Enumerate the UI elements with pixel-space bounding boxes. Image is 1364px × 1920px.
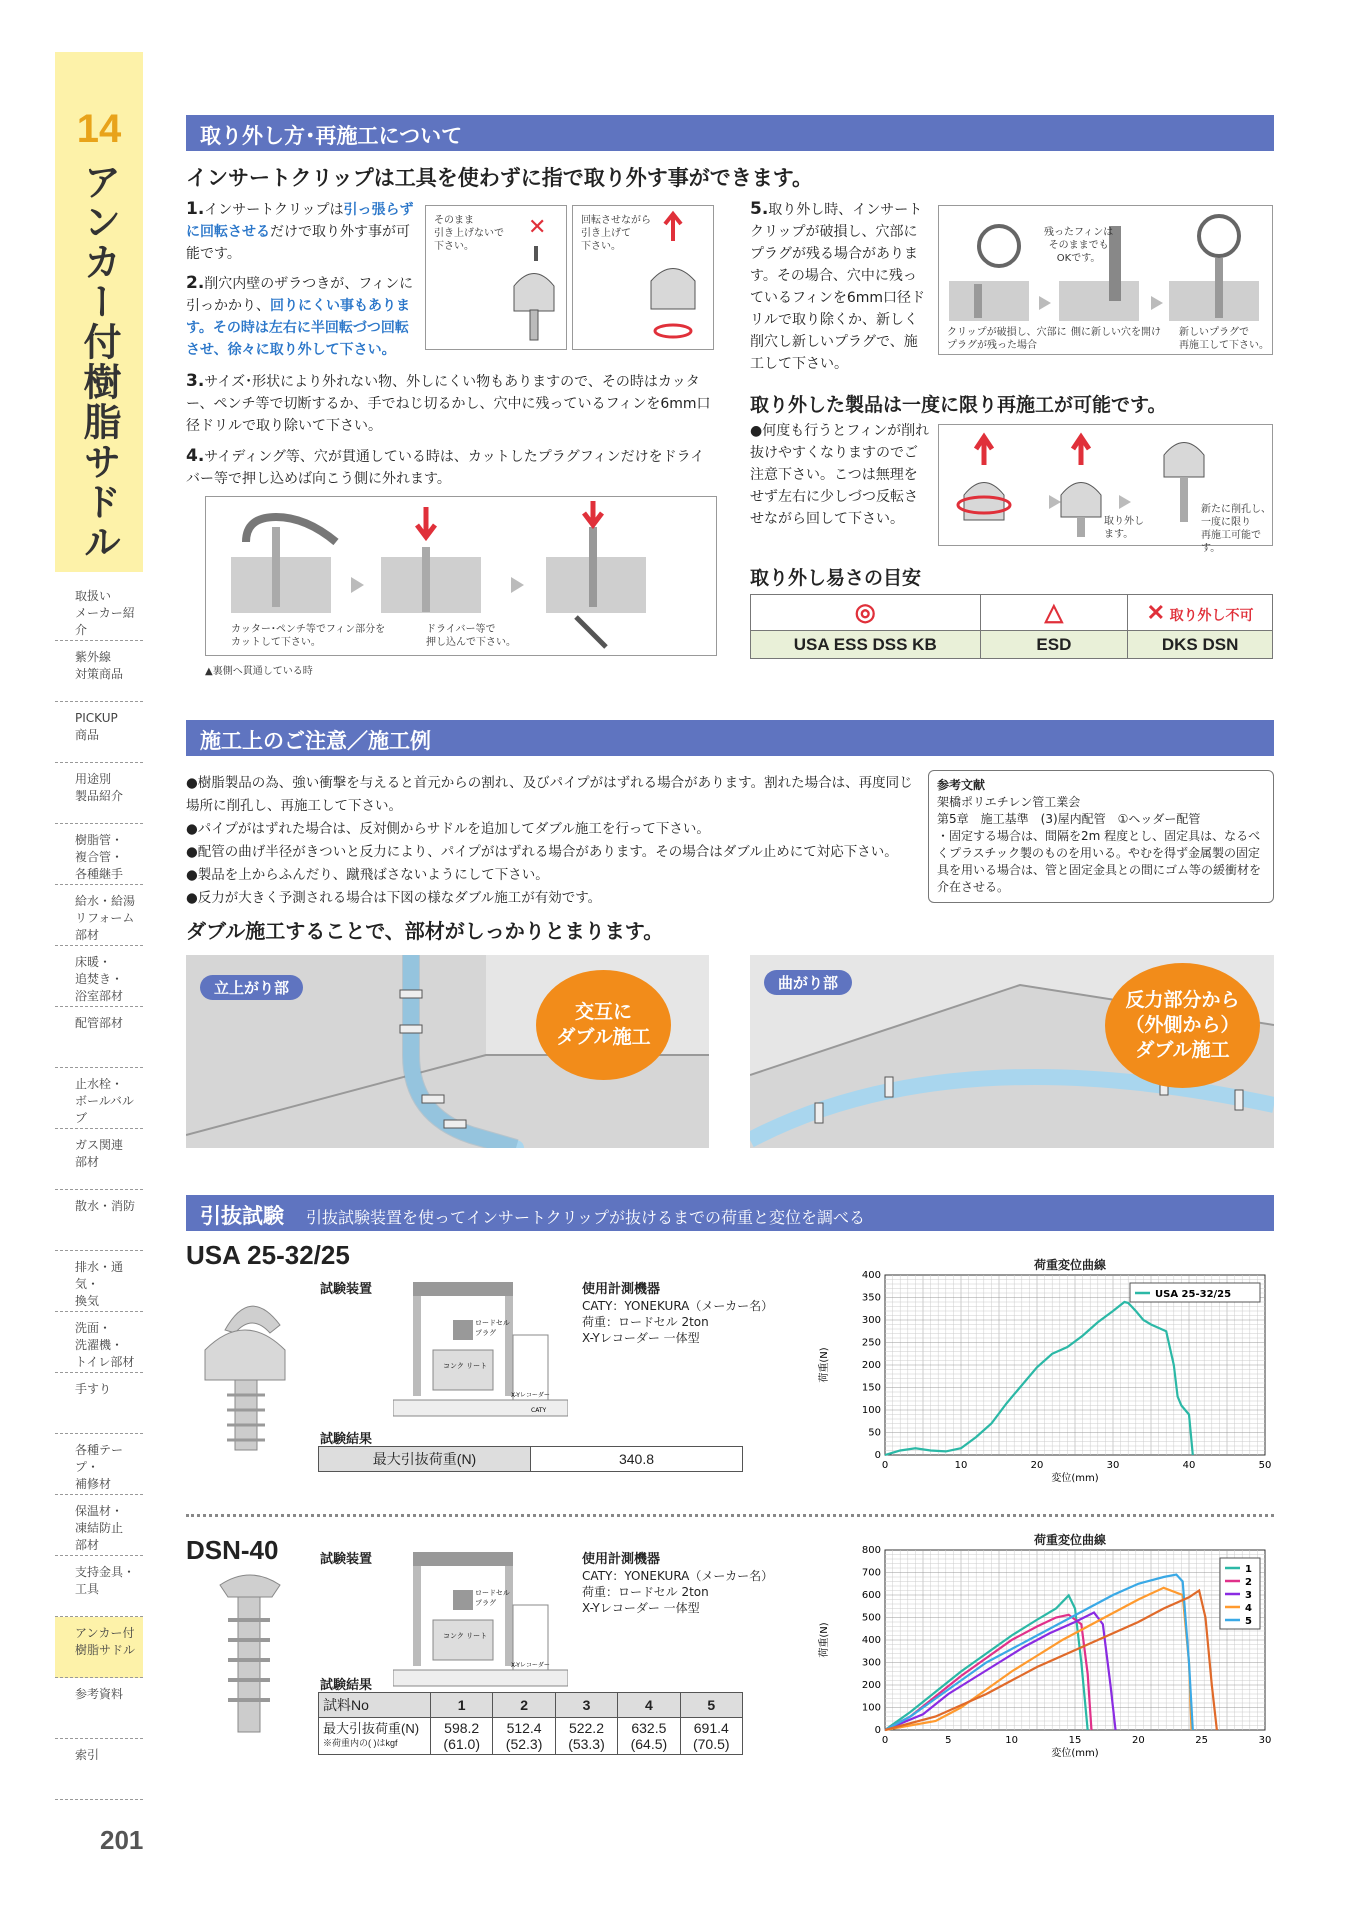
- scene-riser: [186, 955, 709, 1148]
- legend-label: 3: [1245, 1590, 1252, 1601]
- usa-instrument-lines: [582, 1298, 773, 1346]
- legend-label: 5: [1245, 1616, 1252, 1627]
- dsn-value-n-3: 522.2: [568, 1720, 604, 1736]
- usa-device-recorder: X-Yレコーダー: [511, 1392, 550, 1399]
- step-5-num: 5.: [750, 199, 769, 219]
- dsn-instrument-line-3: X-Yレコーダー 一体型: [582, 1601, 700, 1615]
- fig5-caption-3: 新しいプラグで 再施工して下さい。: [1179, 327, 1269, 351]
- dsn-model-title: DSN-40: [186, 1535, 279, 1565]
- side-nav-item[interactable]: 洗面・ 洗濯機・ トイレ部材: [55, 1312, 143, 1373]
- fig4-footer: ▲裏側へ貫通している時: [205, 666, 313, 677]
- fig5-caption-1: クリップが破損し、穴部に プラグが残った場合: [947, 327, 1067, 351]
- dsn-value-n-4: 632.5: [631, 1720, 667, 1736]
- chapter-tab: [55, 52, 143, 572]
- step-4-num: 4.: [186, 446, 205, 466]
- x-tick-label: 0: [881, 1735, 889, 1746]
- dsn-trial-1: 1: [431, 1693, 493, 1718]
- step-5: [750, 198, 930, 375]
- y-tick-label: 700: [861, 1567, 881, 1579]
- x-tick-label: 5: [945, 1735, 952, 1746]
- step-4: [186, 445, 716, 490]
- dsn-value-n-1: 598.2: [444, 1720, 480, 1736]
- dsn-device-label: 試験装置: [320, 1552, 373, 1567]
- reuse-caption-1: 取り外し ます。: [1104, 516, 1144, 540]
- side-nav-item[interactable]: 各種テープ・ 補修材: [55, 1434, 143, 1495]
- dsn-value-1: [431, 1718, 493, 1755]
- usa-device-label: 試験装置: [320, 1282, 373, 1297]
- bend-bubble: 反力部分から （外側から） ダブル施工: [1105, 963, 1260, 1088]
- ease-not-label: 取り外し不可: [1169, 606, 1254, 623]
- figure-rotate-pull: [572, 205, 714, 350]
- usa-instrument-line-3: X-Yレコーダー 一体型: [582, 1331, 700, 1345]
- dsn-load-chart: [805, 1545, 1275, 1760]
- y-tick-label: 50: [868, 1427, 881, 1439]
- step-2-num: 2.: [186, 273, 205, 293]
- side-nav-item[interactable]: ガス関連 部材: [55, 1129, 143, 1190]
- x-tick-label: 10: [1005, 1735, 1019, 1746]
- caution-header-text: 施工上のご注意／施工例: [200, 729, 431, 753]
- caution-bullet: ●製品を上からふんだり、蹴飛ばさないようにして下さい。: [186, 867, 549, 883]
- chapter-title: アンカー付樹脂サドル: [77, 162, 121, 562]
- caution-bullet: ●パイプがはずれた場合は、反対側からサドルを追加してダブル施工を行って下さい。: [186, 821, 710, 837]
- usa-max-label: 最大引抜荷重(N): [319, 1447, 531, 1472]
- x-tick-label: 50: [1258, 1460, 1272, 1471]
- reference-title: 参考文献: [937, 778, 986, 792]
- dsn-trial-2: 2: [493, 1693, 555, 1718]
- dsn-result-label: 試験結果: [320, 1678, 373, 1693]
- removal-lead: インサートクリップは工具を使わずに指で取り外す事ができます。: [186, 166, 814, 190]
- dsn-max-label-cell: [319, 1718, 431, 1755]
- fig4-caption-2: ドライバー等で 押し込んで下さい。: [426, 624, 516, 648]
- page-number: 201: [100, 1825, 144, 1855]
- step-4-text: サイディング等、穴が貫通している時は、カットしたプラグフィンだけをドライバー等で押し込めば向こう側に外れます。: [186, 449, 705, 487]
- dsn-value-kgf-5: (70.5): [692, 1736, 730, 1752]
- dsn-value-4: [618, 1718, 680, 1755]
- x-tick-label: 0: [881, 1460, 889, 1471]
- removal-header: [186, 115, 1274, 151]
- y-tick-label: 200: [861, 1680, 881, 1691]
- dsn-trial-3: 3: [555, 1693, 617, 1718]
- dsn-instrument-line-1: CATY：YONEKURA（メーカー名）: [582, 1569, 774, 1583]
- side-nav-item[interactable]: 床暖・ 追焚き・ 浴室部材: [55, 946, 143, 1007]
- dsn-value-2: [493, 1718, 555, 1755]
- figure-do-not-pull: [425, 205, 567, 350]
- usa-instrument-line-1: CATY：YONEKURA（メーカー名）: [582, 1299, 774, 1313]
- legend-label: 2: [1245, 1577, 1252, 1588]
- fig5-note: 残ったフィンは そのままでも OKです。: [1044, 227, 1114, 264]
- pull-test-header-sub: 引抜試験装置を使ってインサートクリップが抜けるまでの荷重と変位を調べる: [306, 1208, 866, 1227]
- scene-bend: [750, 955, 1274, 1148]
- pull-test-header: [186, 1195, 1274, 1231]
- ease-model-2: ESD: [980, 631, 1128, 659]
- step-1-num: 1.: [186, 199, 205, 219]
- side-nav-item[interactable]: 参考資料: [55, 1678, 143, 1739]
- reuse-title: 取り外した製品は一度に限り再施工が可能です。: [750, 394, 1167, 416]
- double-lead: ダブル施工することで、部材がしっかりとまります。: [186, 919, 664, 943]
- ease-mark-good: ◎: [751, 595, 981, 631]
- dsn-product-image: [210, 1570, 290, 1740]
- step-3-num: 3.: [186, 371, 205, 391]
- dsn-trial-label: 試料No: [319, 1693, 431, 1718]
- y-tick-label: 250: [861, 1337, 881, 1349]
- step-5-text: 取り外し時、インサートクリップが破損し、穴部にプラグが残る場合があります。その場合、穴中に残っているフィンを6mm口径ドリルで取り除くか、新しく削穴し新しいプラグで、施工して下さい。: [750, 202, 926, 372]
- y-tick-label: 400: [861, 1270, 881, 1281]
- dsn-value-kgf-2: (52.3): [505, 1736, 543, 1752]
- reference-box: [928, 770, 1274, 903]
- clip-illustration: [426, 206, 566, 349]
- svg-text:✕: ✕: [528, 215, 547, 240]
- y-tick-label: 0: [874, 1450, 881, 1461]
- ease-title: 取り外し易さの目安: [750, 567, 922, 589]
- figure-through-hole: [205, 496, 717, 656]
- step-1-a: インサートクリップは: [204, 202, 344, 218]
- x-tick-label: 25: [1195, 1735, 1209, 1746]
- caution-bullet: ●配管の曲げ半径がきついと反力により、パイプがはずれる場合があります。その場合はダブル止めにて対応下さい。: [186, 844, 898, 860]
- y-tick-label: 150: [861, 1382, 881, 1394]
- dsn-instrument-line-2: 荷重：ロードセル 2ton: [582, 1585, 709, 1599]
- riser-label: 立上がり部: [200, 975, 303, 1000]
- y-tick-label: 500: [861, 1612, 881, 1624]
- usa-instrument-label: 使用計測機器: [582, 1282, 661, 1297]
- usa-load-chart: [805, 1270, 1275, 1485]
- ease-model-1: USA ESS DSS KB: [751, 631, 981, 659]
- y-axis-label: 荷重(N): [819, 1622, 830, 1658]
- step-1-b: 引っ張らずに回転させる: [186, 202, 414, 240]
- y-axis-label: 荷重(N): [819, 1347, 830, 1383]
- bend-label: 曲がり部: [764, 970, 852, 995]
- side-nav-item[interactable]: 止水栓・ ボールバルブ: [55, 1068, 143, 1129]
- legend-label: USA 25-32/25: [1155, 1289, 1232, 1300]
- side-nav-item[interactable]: 紫外線 対策商品: [55, 641, 143, 702]
- dsn-value-kgf-3: (53.3): [568, 1736, 605, 1752]
- ease-table: [750, 594, 1273, 659]
- reference-line-1: 架橋ポリエチレン管工業会: [937, 795, 1081, 809]
- usa-device-caty: CATY: [531, 1407, 547, 1414]
- step-3: [186, 370, 716, 437]
- step-2-a: 削穴内壁のザラつきが、フィンに引っかかり、: [186, 276, 414, 314]
- usa-device-loadcell: ロードセル: [475, 1319, 510, 1327]
- y-tick-label: 800: [861, 1545, 881, 1556]
- dsn-device-plug: プラグ: [475, 1599, 496, 1607]
- y-tick-label: 350: [861, 1292, 881, 1304]
- side-nav-item[interactable]: 保温材・ 凍結防止 部材: [55, 1495, 143, 1556]
- y-tick-label: 0: [874, 1725, 881, 1736]
- riser-bubble: 交互に ダブル施工: [536, 970, 671, 1080]
- ease-not-cell: [1128, 595, 1273, 631]
- dsn-instrument-lines: [582, 1568, 773, 1616]
- usa-instrument-line-2: 荷重：ロードセル 2ton: [582, 1315, 709, 1329]
- dsn-value-5: [680, 1718, 742, 1755]
- step-1-c: だけで取り外す事が可能です。: [186, 224, 410, 262]
- dsn-value-n-5: 691.4: [693, 1720, 729, 1736]
- usa-device-plug: プラグ: [475, 1329, 496, 1337]
- step-3-text: サイズ･形状により外れない物、外しにくい物もありますので、その時はカッター、ペンチ等で切断するか、手でねじ切るかし、穴中に残っているフィンを6mm口径ドリルで取り除いて下さい。: [186, 374, 711, 434]
- dsn-value-kgf-1: (61.0): [443, 1736, 480, 1752]
- fig5-caption-2: 側に新しい穴を開け: [1071, 327, 1161, 338]
- ease-mark-no: ✕: [1146, 599, 1166, 625]
- x-tick-label: 10: [954, 1460, 968, 1471]
- dsn-kgf-note: ※荷重内の( )はkgf: [323, 1738, 398, 1748]
- step-2: [186, 272, 421, 361]
- y-tick-label: 600: [861, 1590, 881, 1601]
- x-tick-label: 30: [1258, 1735, 1272, 1746]
- side-nav-item[interactable]: 給水・給湯 リフォーム 部材: [55, 885, 143, 946]
- x-tick-label: 30: [1106, 1460, 1120, 1471]
- usa-max-value: 340.8: [531, 1447, 743, 1472]
- section-separator: [186, 1514, 1274, 1517]
- dsn-device-loadcell: ロードセル: [475, 1589, 510, 1597]
- caution-bullet: ●反力が大きく予測される場合は下図の様なダブル施工が有効です。: [186, 890, 602, 906]
- dsn-test-device: [393, 1550, 568, 1692]
- reference-line-2: 第5章 施工基準 (3)屋内配管 ①ヘッダー配管: [937, 812, 1201, 826]
- usa-chart-title: 荷重変位曲線: [1033, 1258, 1106, 1272]
- figure-broken-clip: [938, 205, 1273, 355]
- reference-line-3: ・固定する場合は、間隔を2m 程度とし、固定具は、なるべくプラスチック製のものを用いる。やむを得ず金属製の固定具を用いる場合は、管と固定金具との間にゴム等の緩衝材を介在させる。: [937, 829, 1262, 894]
- x-axis-label: 変位(mm): [1051, 1748, 1099, 1759]
- dsn-value-n-2: 512.4: [506, 1720, 542, 1736]
- side-nav-item[interactable]: 排水・通気・ 換気: [55, 1251, 143, 1312]
- side-nav-item[interactable]: 散水・消防: [55, 1190, 143, 1251]
- dsn-device-concrete: コンク リート: [443, 1632, 488, 1640]
- fig1-note: そのまま 引き上げないで 下さい。: [434, 215, 504, 252]
- dsn-result-table: [318, 1692, 743, 1755]
- side-nav-item[interactable]: 手すり: [55, 1373, 143, 1434]
- usa-test-device: [393, 1280, 568, 1422]
- y-tick-label: 100: [861, 1702, 881, 1714]
- side-nav-item[interactable]: 索引: [55, 1739, 143, 1800]
- dsn-trial-5: 5: [680, 1693, 742, 1718]
- usa-result-label: 試験結果: [320, 1432, 373, 1447]
- side-nav: [55, 580, 143, 1800]
- side-nav-item[interactable]: 配管部材: [55, 1007, 143, 1068]
- y-tick-label: 200: [861, 1360, 881, 1371]
- ease-model-3: DKS DSN: [1128, 631, 1273, 659]
- side-nav-item[interactable]: アンカー付 樹脂サドル: [55, 1617, 143, 1678]
- x-tick-label: 15: [1068, 1735, 1082, 1746]
- dsn-value-3: [555, 1718, 617, 1755]
- step-1: [186, 198, 421, 265]
- side-nav-item[interactable]: 用途別 製品紹介: [55, 763, 143, 824]
- usa-device-concrete: コンク リート: [443, 1362, 488, 1370]
- dsn-trial-4: 4: [618, 1693, 680, 1718]
- x-tick-label: 20: [1131, 1735, 1145, 1746]
- fig4-caption-1: カッター･ペンチ等でフィン部分を カットして下さい。: [231, 624, 386, 648]
- usa-model-title: USA 25-32/25: [186, 1240, 350, 1270]
- y-tick-label: 400: [861, 1635, 881, 1646]
- x-tick-label: 40: [1182, 1460, 1196, 1471]
- reuse-caption-2: 新たに削孔し、 一度に限り 再施工可能です。: [1201, 504, 1271, 554]
- y-tick-label: 300: [861, 1657, 881, 1669]
- side-nav-item[interactable]: 取扱い メーカー紹介: [55, 580, 143, 641]
- x-axis-label: 変位(mm): [1051, 1473, 1099, 1484]
- fig2-note: 回転させながら 引き上げて 下さい。: [581, 215, 651, 252]
- side-nav-item[interactable]: PICKUP 商品: [55, 702, 143, 763]
- dsn-max-label: 最大引抜荷重(N): [323, 1721, 420, 1736]
- side-nav-item[interactable]: 支持金具・ 工具: [55, 1556, 143, 1617]
- caution-list: [186, 772, 916, 910]
- usa-product-image: [195, 1285, 305, 1460]
- clip-rotate-illustration: [573, 206, 713, 349]
- removal-header-text: 取り外し方･再施工について: [200, 124, 463, 148]
- x-tick-label: 20: [1030, 1460, 1044, 1471]
- dsn-instrument-label: 使用計測機器: [582, 1552, 661, 1567]
- legend-label: 1: [1245, 1564, 1252, 1575]
- reuse-text: ●何度も行うとフィンが削れ抜けやすくなりますのでご注意下さい。こつは無理をせず左右に少しづつ反転させながら回して下さい。: [750, 423, 930, 527]
- caution-header: [186, 720, 1274, 756]
- dsn-value-kgf-4: (64.5): [630, 1736, 668, 1752]
- legend-label: 4: [1245, 1603, 1252, 1614]
- y-tick-label: 100: [861, 1405, 881, 1416]
- step-2-b: 回りにくい事もあります。その時は左右に半回転づつ回転させ、徐々に取り外して下さい。: [186, 298, 410, 358]
- side-nav-item[interactable]: 樹脂管・ 複合管・ 各種継手: [55, 824, 143, 885]
- dsn-chart-title: 荷重変位曲線: [1033, 1533, 1106, 1547]
- chapter-number: 14: [76, 107, 122, 151]
- dsn-device-recorder: X-Yレコーダー: [511, 1662, 550, 1669]
- y-tick-label: 300: [861, 1315, 881, 1326]
- caution-bullet: ●樹脂製品の為、強い衝撃を与えると首元からの割れ、及びパイプがはずれる場合があります。割れた場合は、再度同じ場所に削孔し、再施工して下さい。: [186, 775, 913, 814]
- usa-result-table: [318, 1446, 743, 1472]
- pull-test-header-text: 引抜試験: [200, 1204, 284, 1228]
- ease-mark-fair: △: [980, 595, 1128, 631]
- figure-reuse: [938, 424, 1273, 554]
